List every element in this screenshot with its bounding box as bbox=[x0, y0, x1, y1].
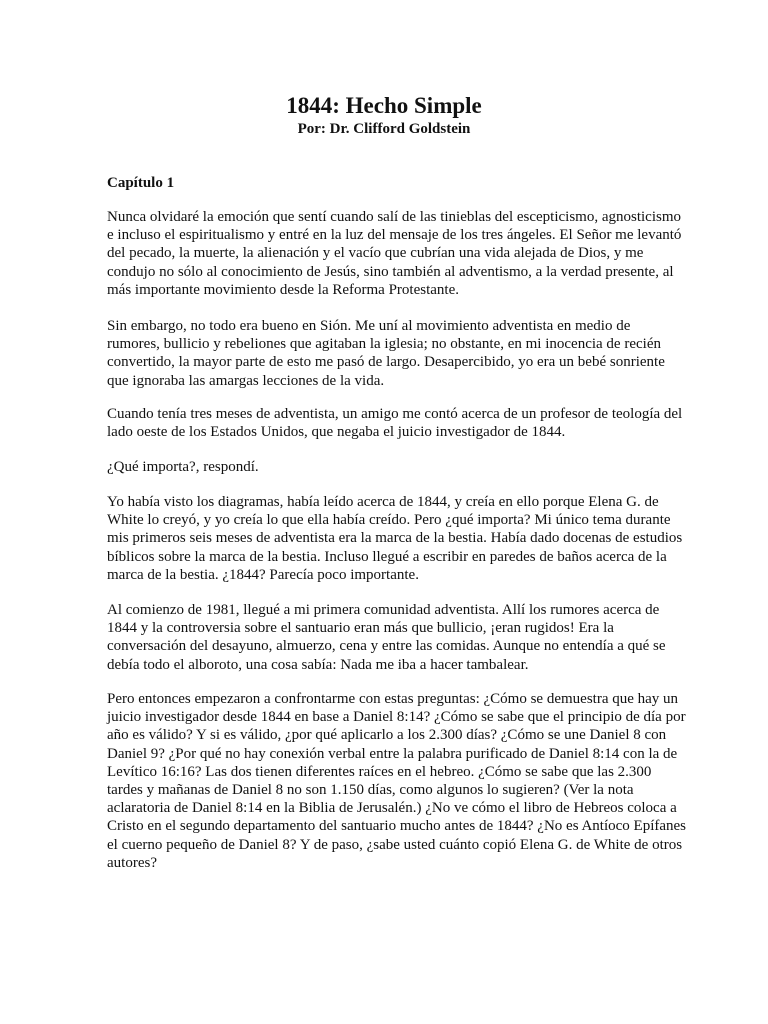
paragraph bbox=[107, 601, 697, 674]
paragraph-line: marca de la bestia. ¿1844? Parecía poco importante. bbox=[107, 566, 419, 583]
paragraph-line: e incluso el espiritualismo y entré en la luz del mensaje de los tres ángeles. El Señor me levantó bbox=[107, 227, 682, 244]
paragraph-line: Sin embargo, no todo era bueno en Sión. Me uní al movimiento adventista en medio de bbox=[107, 318, 631, 334]
paragraph-line: ¿Qué importa?, respondí. bbox=[107, 459, 259, 475]
paragraph-line: bíblicos sobre la marca de la bestia. Incluso llegué a escribir en paredes de baños acerca de la bbox=[107, 548, 667, 565]
paragraph-line: rumores, bullicio y rebeliones que agitaban la iglesia; no obstante, en mi inocencia de recién bbox=[107, 336, 661, 353]
author-byline: Por: Dr. Clifford Goldstein bbox=[297, 121, 471, 137]
paragraph-line: año es válido? Y si es válido, ¿por qué aplicarlo a los 2.300 días? ¿Cómo se une Daniel 8 con bbox=[107, 727, 667, 744]
paragraph-line: tardes y mañanas de Daniel 8 no son 1.150 días, como algunos lo sugieren? (Ver la nota bbox=[107, 782, 634, 799]
paragraph-line: aclaratoria de Daniel 8:14 en la Biblia de Jerusalén.) ¿No ve cómo el libro de Hebreos coloca a bbox=[107, 800, 677, 817]
paragraph-line: debía todo el alboroto, una cosa sabía: Nada me iba a hacer tambalear. bbox=[107, 656, 529, 673]
paragraph-line: condujo no sólo al conocimiento de Jesús, sino también al adventismo, a la verdad presente, al bbox=[107, 263, 674, 280]
document-title: 1844: Hecho Simple bbox=[286, 93, 482, 118]
paragraph bbox=[107, 405, 697, 441]
paragraph-line: que ignoraba las amargas lecciones de la vida. bbox=[107, 372, 385, 389]
paragraph-line: del pecado, la muerte, la alienación y el vacío que cubrían una vida alejada de Dios, y me bbox=[107, 245, 644, 262]
paragraph bbox=[107, 690, 697, 872]
paragraph bbox=[107, 208, 697, 299]
paragraph-line: mis primeros seis meses de adventista era la marca de la bestia. Había dado docenas de estudios bbox=[107, 530, 683, 547]
paragraph-line: juicio investigador desde 1844 en base a Daniel 8:14? ¿Cómo se sabe que el principio de día por bbox=[107, 709, 686, 726]
paragraph-line: 1844 y la controversia sobre el santuario eran más que bullicio, ¡eran rugidos! Era la bbox=[107, 620, 614, 637]
paragraph-line: Nunca olvidaré la emoción que sentí cuando salí de las tinieblas del escepticismo, agnosticismo bbox=[107, 209, 682, 225]
paragraph-line: Cuando tenía tres meses de adventista, un amigo me contó acerca de un profesor de teología del bbox=[107, 406, 683, 422]
paragraph-line: Al comienzo de 1981, llegué a mi primera comunidad adventista. Allí los rumores acerca de bbox=[107, 602, 660, 618]
paragraph-line: Cristo en el segundo departamento del santuario mucho antes de 1844? ¿No es Antíoco Epífanes bbox=[107, 818, 687, 835]
paragraph bbox=[107, 317, 697, 390]
paragraph bbox=[107, 493, 697, 584]
paragraph-line: Pero entonces empezaron a confrontarme con estas preguntas: ¿Cómo se demuestra que hay un bbox=[107, 691, 679, 707]
paragraph-line: lado oeste de los Estados Unidos, que negaba el juicio investigador de 1844. bbox=[107, 424, 566, 441]
paragraph bbox=[107, 458, 697, 476]
paragraph-line: más importante movimiento desde la Reforma Protestante. bbox=[107, 281, 459, 298]
paragraph-line: autores? bbox=[107, 854, 157, 871]
paragraph-line: Yo había visto los diagramas, había leído acerca de 1844, y creía en ello porque Elena G. de bbox=[107, 494, 659, 510]
paragraph-line: Daniel 9? ¿Por qué no hay conexión verbal entre la palabra purificado de Daniel 8:14 con la de bbox=[107, 745, 678, 762]
paragraph-line: conversación del desayuno, almuerzo, cena y entre las comidas. Aunque no entendía a qué se bbox=[107, 638, 666, 655]
chapter-heading: Capítulo 1 bbox=[107, 175, 175, 191]
paragraph-line: el cuerno pequeño de Daniel 8? Y de paso, ¿sabe usted cuánto copió Elena G. de White de otros bbox=[107, 836, 683, 853]
paragraph-line: convertido, la mayor parte de esto me pasó de largo. Desapercibido, yo era un bebé sonriente bbox=[107, 354, 665, 371]
paragraph-line: Levítico 16:16? Las dos tienen diferentes raíces en el hebreo. ¿Cómo se sabe que las 2.300 bbox=[107, 763, 652, 780]
paragraph-line: White lo creyó, y yo creía lo que ella había creído. Pero ¿qué importa? Mi único tema durante bbox=[107, 512, 671, 529]
